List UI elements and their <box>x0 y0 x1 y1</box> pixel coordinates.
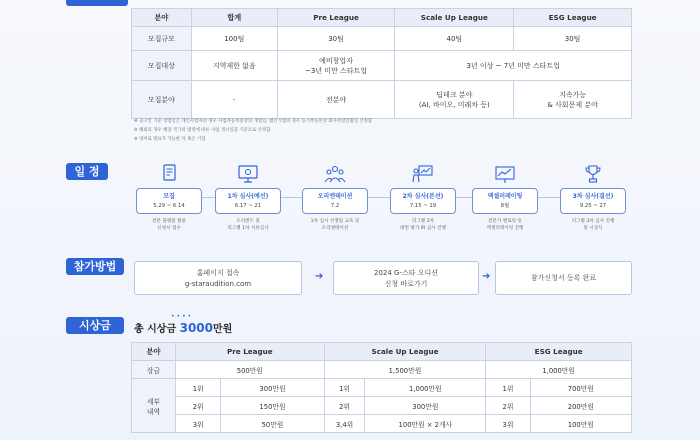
schedule-title: 1차 심사(예선) <box>227 193 269 200</box>
schedule-box <box>215 188 281 214</box>
schedule-title: 3차 심사(결선) <box>572 193 614 200</box>
notes-section <box>134 117 372 144</box>
note-line: ※ 해외의 경우 해당 국가의 법령에 따른 사업 개시일을 기준으로 산정함 <box>134 128 271 133</box>
prize-title-prefix: 총 시상금 <box>134 324 180 335</box>
row-label: 모집대상 <box>132 51 192 81</box>
schedule-date: 7.2 <box>330 203 340 209</box>
monitor-icon <box>236 163 260 185</box>
schedule-title: 액셀러레이팅 <box>487 193 523 200</box>
method-step-link[interactable]: g-staraudition.com <box>184 280 252 288</box>
table-cell: 1,000만원 <box>365 379 486 397</box>
schedule-box <box>136 188 202 214</box>
method-step-text: 참가신청서 등록 완료 <box>530 274 597 282</box>
method-step-2[interactable] <box>333 261 479 295</box>
schedule-box <box>560 188 626 214</box>
method-step-3[interactable] <box>495 261 632 295</box>
schedule-item <box>470 163 540 232</box>
table-cell: 1,000만원 <box>486 361 632 379</box>
header-cell: Pre League <box>176 343 325 361</box>
document-icon <box>157 163 181 185</box>
header-cell: 분야 <box>132 9 192 27</box>
recruitment-table <box>131 8 632 119</box>
table-cell: 지역제한 없음 <box>191 51 277 81</box>
schedule-desc: 리그별 3차 심사 진행 및 시상식 <box>571 219 615 231</box>
row-label: 모집분야 <box>132 81 192 119</box>
prize-title-suffix: 만원 <box>213 324 233 335</box>
schedule-date: 8월 <box>500 203 510 209</box>
schedule-item <box>134 163 204 232</box>
table-cell: 30팀 <box>514 27 632 51</box>
table-cell: 30팀 <box>277 27 395 51</box>
header-cell: 합계 <box>191 9 277 27</box>
table-cell: 3위 <box>486 415 530 433</box>
schedule-date: 7.15 ~ 19 <box>409 203 437 209</box>
table-cell: 1위 <box>486 379 530 397</box>
header-cell: Pre League <box>277 9 395 27</box>
method-step-1[interactable] <box>134 261 302 295</box>
arrow-right-icon: ➔ <box>315 271 324 282</box>
schedule-item <box>300 163 370 232</box>
note-line: ※ 영어로 발표가 가능한 자 혹은 기업 <box>134 137 206 142</box>
table-cell: 100만원 <box>530 415 631 433</box>
table-cell: 40팀 <box>395 27 514 51</box>
table-cell: 150만원 <box>221 397 324 415</box>
table-cell: 2위 <box>324 397 365 415</box>
arrow-right-icon: ➔ <box>482 271 491 282</box>
table-cell: 2위 <box>176 397 221 415</box>
table-cell: 1위 <box>324 379 365 397</box>
table-row <box>132 361 632 379</box>
table-row <box>132 51 632 81</box>
note-line: ※ 공고일 기준 창업일은 개인사업자의 경우 사업자등록증상의 개업일, 법인기업의 경우 등기부등본상 회사성립연월일 산정함 <box>134 119 373 124</box>
schedule-box <box>390 188 456 214</box>
table-row <box>132 379 632 397</box>
schedule-date: 6.17 ~ 21 <box>234 203 262 209</box>
row-label: 상금 <box>132 361 176 379</box>
header-cell: 분야 <box>132 343 176 361</box>
table-cell: 1위 <box>176 379 221 397</box>
schedule-title: 모집 <box>163 193 175 200</box>
table-row <box>132 415 632 433</box>
table-cell: - <box>191 81 277 119</box>
presentation-icon <box>411 163 435 185</box>
table-cell: 3위 <box>176 415 221 433</box>
table-cell: 딥테크 분야 (AI, 바이오, 미래차 등) <box>395 81 514 119</box>
schedule-desc: 전문가 멘토링 등 액셀러레이팅 진행 <box>486 219 524 231</box>
decorative-dots: •••• <box>171 313 194 320</box>
schedule-item <box>558 163 628 232</box>
schedule-desc: 전문 플랫폼 활용 신청서 접수 <box>152 219 186 231</box>
table-cell: 100만원 × 2개사 <box>365 415 486 433</box>
schedule-title: 2차 심사(본선) <box>402 193 444 200</box>
schedule-item <box>388 163 458 232</box>
table-cell: 500만원 <box>176 361 325 379</box>
schedule-label: 일 정 <box>66 163 108 180</box>
method-step-text: 신청 바로가기 <box>384 280 428 288</box>
table-cell: 200만원 <box>530 397 631 415</box>
header-cell: Scale Up League <box>324 343 486 361</box>
table-cell: 50만원 <box>221 415 324 433</box>
table-cell: 3,4위 <box>324 415 365 433</box>
row-label: 세부 내역 <box>132 379 176 433</box>
table-cell: 예비창업자 ~3년 미만 스타트업 <box>277 51 395 81</box>
table-cell: 100팀 <box>191 27 277 51</box>
header-cell: ESG League <box>486 343 632 361</box>
table-cell: 3년 이상 ~ 7년 미만 스타트업 <box>395 51 632 81</box>
method-step-text: 2024 G-스타 오디션 <box>373 269 439 277</box>
table-cell: 700만원 <box>530 379 631 397</box>
people-icon <box>323 163 347 185</box>
table-cell: 전분야 <box>277 81 395 119</box>
header-cell: ESG League <box>514 9 632 27</box>
method-step-text: 홈페이지 접속 <box>196 269 240 277</box>
table-row <box>132 27 632 51</box>
schedule-date: 9.25 ~ 27 <box>579 203 607 209</box>
schedule-date: 5.29 ~ 6.14 <box>153 203 185 209</box>
row-label: 모집규모 <box>132 27 192 51</box>
schedule-box <box>302 188 368 214</box>
header-cell: Scale Up League <box>395 9 514 27</box>
table-row <box>132 81 632 119</box>
method-label: 참가방법 <box>66 258 124 275</box>
prize-table <box>131 342 632 433</box>
prize-label: 시상금 <box>66 317 124 334</box>
table-cell: 300만원 <box>221 379 324 397</box>
schedule-title: 오리엔테이션 <box>317 193 353 200</box>
trophy-icon <box>581 163 605 185</box>
prize-title <box>134 320 232 335</box>
table-row <box>132 397 632 415</box>
growth-icon <box>493 163 517 185</box>
table-header-row <box>132 9 632 27</box>
prize-amount: 3000 <box>179 321 214 335</box>
table-cell: 지속가능 & 사회문제 분야 <box>514 81 632 119</box>
table-cell: 2위 <box>486 397 530 415</box>
schedule-item <box>213 163 283 232</box>
top-accent-bar <box>66 0 128 6</box>
table-header-row <box>132 343 632 361</box>
schedule-box <box>472 188 538 214</box>
schedule-desc: 1차 심사 선정팀 교육 및 오리엔테이션 <box>310 219 360 231</box>
table-cell: 1,500만원 <box>324 361 486 379</box>
schedule-desc: 리그별 2차 대면 평가 IR 심사 진행 <box>400 219 446 231</box>
schedule-desc: 오리엔트 및 리그별 1차 서류심사 <box>227 219 269 231</box>
table-cell: 300만원 <box>365 397 486 415</box>
